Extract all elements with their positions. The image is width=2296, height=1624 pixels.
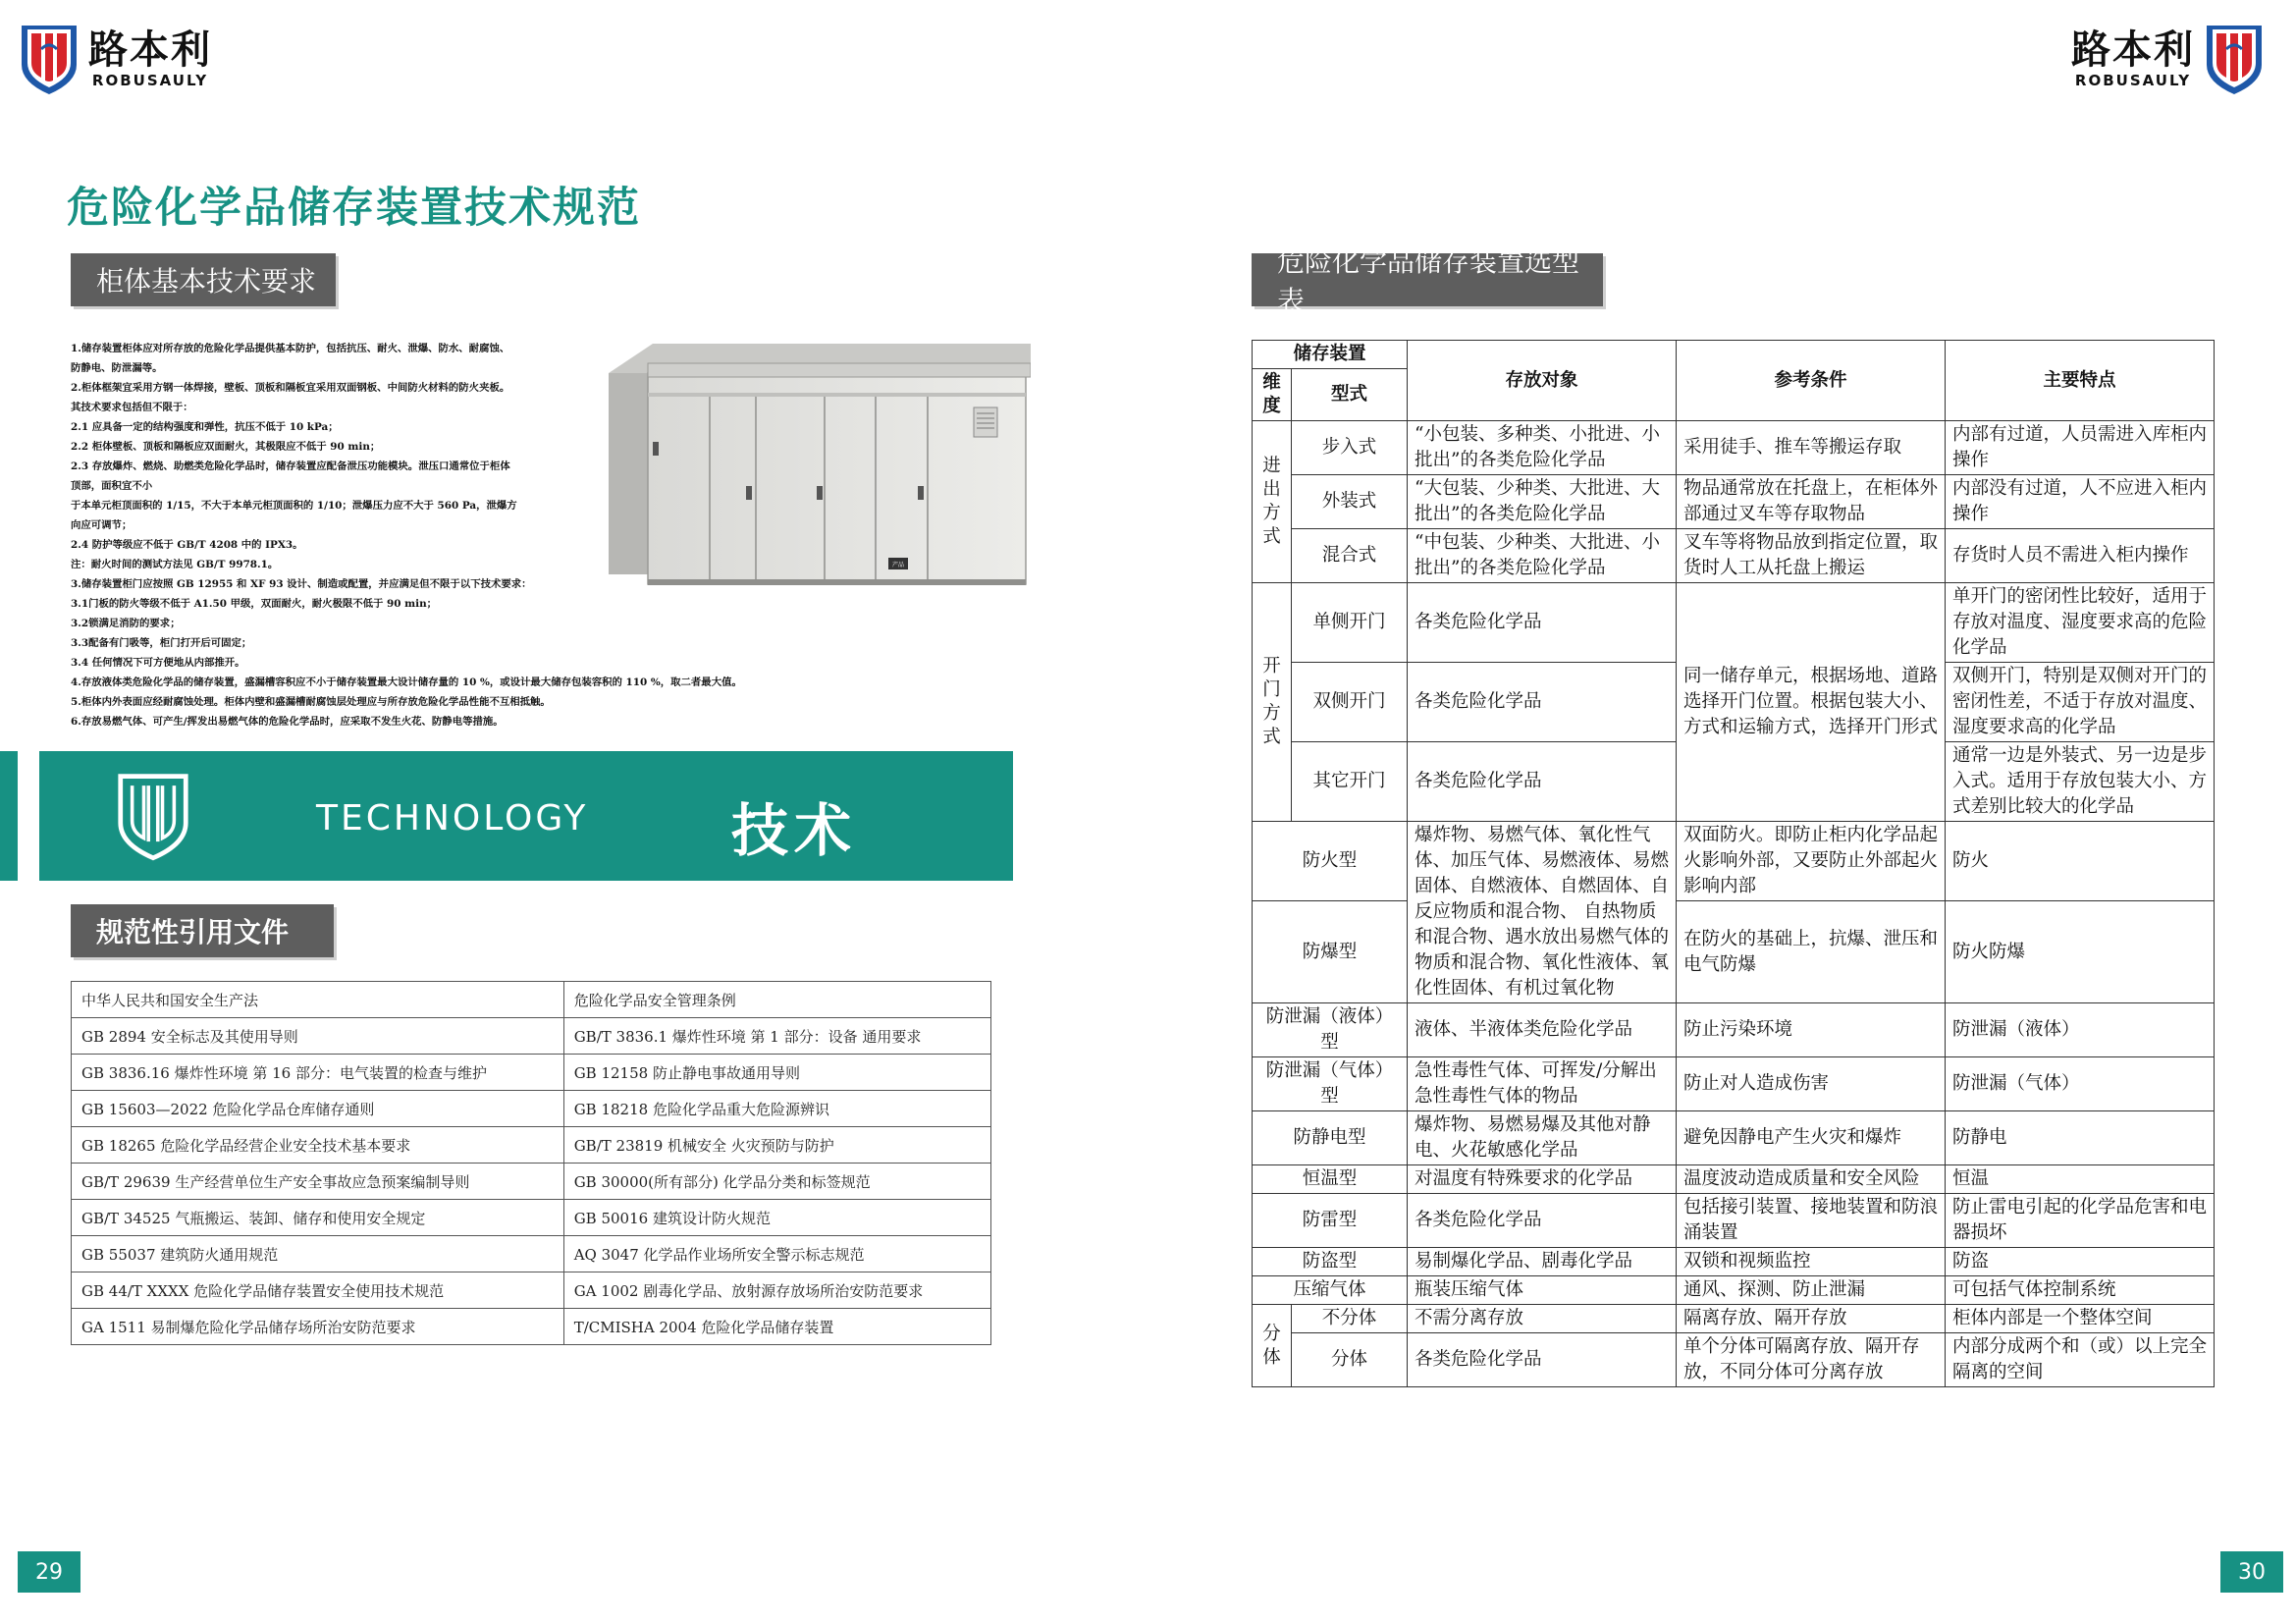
header-dimension: 维度 [1253, 369, 1292, 421]
condition-cell: 避免因静电产生火灾和爆炸 [1677, 1111, 1946, 1165]
spec-line: 3.4 任何情况下可方便地从内部推开。 [71, 657, 245, 669]
table-row [72, 1272, 991, 1309]
table-row [72, 982, 991, 1018]
condition-cell: 物品通常放在托盘上，在柜体外部通过叉车等存取物品 [1677, 475, 1946, 529]
spec-line: 5.柜体内外表面应经耐腐蚀处理。柜体内壁和盛漏槽耐腐蚀层处理应与所存放危险化学品性能不互相抵触。 [71, 696, 551, 708]
feature-cell: 双侧开门，特别是双侧对开门的密闭性差，不适于存放对温度、湿度要求高的化学品 [1946, 663, 2215, 742]
condition-cell: 温度波动造成质量和安全风险 [1677, 1165, 1946, 1194]
object-cell: 各类危险化学品 [1408, 742, 1677, 822]
ref-cell: GB 12158 防止静电事故通用导则 [563, 1055, 990, 1091]
object-cell: “大包装、少种类、大批进、大批出”的各类危险化学品 [1408, 475, 1677, 529]
type-cell: 防雷型 [1253, 1194, 1408, 1248]
spec-line: 3.3配备有门吸等，柜门打开后可固定； [71, 637, 252, 649]
shield-logo-icon [18, 22, 80, 96]
refs-table [71, 981, 991, 1345]
feature-cell: 通常一边是外装式、另一边是步入式。适用于存放包装大小、方式差别比较大的化学品 [1946, 742, 2215, 822]
feature-cell: 内部分成两个和（或）以上完全隔离的空间 [1946, 1333, 2215, 1387]
table-row [1253, 583, 2215, 663]
ref-cell: GA 1511 易制爆危险化学品储存场所治安防范要求 [72, 1309, 564, 1345]
section-title-refs: 规范性引用文件 [71, 904, 334, 957]
ref-cell: GB/T 23819 机械安全 火灾预防与防护 [563, 1127, 990, 1164]
condition-cell: 通风、探测、防止泄漏 [1677, 1276, 1946, 1305]
feature-cell: 防火 [1946, 822, 2215, 901]
table-row [1253, 1305, 2215, 1333]
table-row [72, 1236, 991, 1272]
spec-line: 3.储存装置柜门应按照 GB 12955 和 XF 93 设计、制造或配置，并应满足但不限于以下技术要求： [71, 578, 532, 590]
table-row [1253, 1248, 2215, 1276]
spec-line: 2.1 应具备一定的结构强度和弹性，抗压不低于 10 kPa； [71, 421, 339, 433]
type-cell: 防火型 [1253, 822, 1408, 901]
spec-line: 1.储存装置柜体应对所存放的危险化学品提供基本防护，包括抗压、耐火、泄爆、防水、耐腐蚀、 [71, 343, 510, 354]
ref-cell: GB 15603—2022 危险化学品仓库储存通则 [72, 1091, 564, 1127]
spec-line: 4.存放液体类危险化学品的储存装置，盛漏槽容积应不小于储存装置最大设计储存量的 10 %，或设计最大储存包装容积的 110 %，取二者最大值。 [71, 677, 742, 688]
ref-cell: GB 55037 建筑防火通用规范 [72, 1236, 564, 1272]
condition-cell: 包括接引装置、接地装置和防浪涌装置 [1677, 1194, 1946, 1248]
table-row [1253, 1333, 2215, 1387]
type-cell: 其它开门 [1292, 742, 1408, 822]
banner-en: TECHNOLOGY [316, 798, 589, 839]
ref-cell: GB/T 34525 气瓶搬运、装卸、储存和使用安全规定 [72, 1200, 564, 1236]
ref-cell: GB 18218 危险化学品重大危险源辨识 [563, 1091, 990, 1127]
object-cell: “中包装、少种类、大批进、小批出”的各类危险化学品 [1408, 529, 1677, 583]
table-row [1253, 1003, 2215, 1057]
table-row [1253, 475, 2215, 529]
header-condition: 参考条件 [1677, 341, 1946, 421]
object-cell: 各类危险化学品 [1408, 583, 1677, 663]
table-row [72, 1309, 991, 1345]
technology-banner [0, 751, 1013, 881]
feature-cell: 存货时人员不需进入柜内操作 [1946, 529, 2215, 583]
feature-cell: 单开门的密闭性比较好，适用于存放对温度、湿度要求高的危险化学品 [1946, 583, 2215, 663]
type-cell: 防盗型 [1253, 1248, 1408, 1276]
condition-cell: 防止污染环境 [1677, 1003, 1946, 1057]
type-cell: 防爆型 [1253, 901, 1408, 1003]
condition-cell: 双锁和视频监控 [1677, 1248, 1946, 1276]
spec-line: 其技术要求包括但不限于： [71, 402, 193, 413]
section-title-selection: 危险化学品储存装置选型表 [1252, 253, 1603, 306]
condition-cell: 叉车等将物品放到指定位置，取货时人工从托盘上搬运 [1677, 529, 1946, 583]
object-cell: 爆炸物、易燃易爆及其他对静电、火花敏感化学品 [1408, 1111, 1677, 1165]
table-row [1253, 1194, 2215, 1248]
brand-logo-left [18, 22, 212, 96]
type-cell: 步入式 [1292, 421, 1408, 475]
spec-line: 于本单元柜顶面积的 1/15，不大于本单元柜顶面积的 1/10；泄爆压力应不大于 560 Pa，泄爆方 [71, 500, 517, 512]
table-row [1253, 1276, 2215, 1305]
type-cell: 单侧开门 [1292, 583, 1408, 663]
header-feature: 主要特点 [1946, 341, 2215, 421]
feature-cell: 防泄漏（液体） [1946, 1003, 2215, 1057]
condition-cell: 采用徒手、推车等搬运存取 [1677, 421, 1946, 475]
banner-stripe [0, 751, 18, 881]
condition-cell: 防止对人造成伤害 [1677, 1057, 1946, 1111]
spec-line: 2.3 存放爆炸、燃烧、助燃类危险化学品时，储存装置应配备泄压功能模块。泄压口通常位于柜体 [71, 460, 510, 472]
type-cell: 压缩气体 [1253, 1276, 1408, 1305]
object-cell: 易制爆化学品、剧毒化学品 [1408, 1248, 1677, 1276]
ref-cell: GB 44/T XXXX 危险化学品储存装置安全使用技术规范 [72, 1272, 564, 1309]
ref-cell: T/CMISHA 2004 危险化学品储存装置 [563, 1309, 990, 1345]
banner-cn: 技术 [731, 797, 858, 864]
table-row [72, 1164, 991, 1200]
cabinet-label: 产品 [891, 562, 905, 568]
object-cell: 各类危险化学品 [1408, 1333, 1677, 1387]
type-cell: 分体 [1292, 1333, 1408, 1387]
object-cell: “小包装、多种类、小批进、小批出”的各类危险化学品 [1408, 421, 1677, 475]
table-row [72, 1200, 991, 1236]
spec-line: 顶部，面积宜不小 [71, 480, 153, 492]
group-access: 进出方式 [1253, 421, 1292, 583]
spec-line: 2.柜体框架宜采用方钢一体焊接，壁板、顶板和隔板宜采用双面钢板、中间防火材料的防火夹板。 [71, 382, 510, 394]
object-cell: 对温度有特殊要求的化学品 [1408, 1165, 1677, 1194]
spec-line: 3.2锁满足消防的要求； [71, 618, 181, 629]
spec-line: 防静电、防泄漏等。 [71, 362, 163, 374]
group-door: 开门方式 [1253, 583, 1292, 822]
brand-name-en: ROBUSAULY [91, 71, 209, 89]
feature-cell: 防泄漏（气体） [1946, 1057, 2215, 1111]
condition-cell: 同一储存单元，根据场地、道路选择开门位置。根据包装大小、方式和运输方式，选择开门形式 [1677, 583, 1946, 822]
selection-table [1252, 340, 2215, 1387]
spec-line: 3.1门板的防火等级不低于 A1.50 甲级，双面耐火，耐火极限不低于 90 min； [71, 598, 438, 610]
table-row [72, 1055, 991, 1091]
table-row [1253, 901, 2215, 1003]
ref-cell: GB 18265 危险化学品经营企业安全技术基本要求 [72, 1127, 564, 1164]
object-cell: 急性毒性气体、可挥发/分解出急性毒性气体的物品 [1408, 1057, 1677, 1111]
page-number-left: 29 [18, 1551, 80, 1593]
type-cell: 防泄漏（液体）型 [1253, 1003, 1408, 1057]
brand-name-cn: 路本利 [88, 27, 212, 73]
object-cell: 不需分离存放 [1408, 1305, 1677, 1333]
ref-cell: GB 3836.16 爆炸性环境 第 16 部分：电气装置的检查与维护 [72, 1055, 564, 1091]
spec-line: 注：耐火时间的测试方法见 GB/T 9978.1。 [71, 559, 279, 570]
ref-cell: GB 30000(所有部分) 化学品分类和标签规范 [563, 1164, 990, 1200]
condition-cell: 单个分体可隔离存放、隔开存放，不同分体可分离存放 [1677, 1333, 1946, 1387]
spec-text [71, 339, 742, 731]
object-cell: 各类危险化学品 [1408, 663, 1677, 742]
page-number-right: 30 [2220, 1551, 2283, 1593]
table-row [72, 1127, 991, 1164]
ref-cell: GB/T 29639 生产经营单位生产安全事故应急预案编制导则 [72, 1164, 564, 1200]
type-cell: 外装式 [1292, 475, 1408, 529]
header-type: 型式 [1292, 369, 1408, 421]
table-row [1253, 529, 2215, 583]
spec-line: 2.2 柜体壁板、顶板和隔板应双面耐火，其极限应不低于 90 min； [71, 441, 381, 453]
feature-cell: 防止雷电引起的化学品危害和电器损坏 [1946, 1194, 2215, 1248]
object-cell: 爆炸物、易燃气体、氧化性气体、加压气体、易燃液体、易燃固体、自燃液体、自燃固体、自反应物质和混合物、 自热物质和混合物、遇水放出易燃气体的物质和混合物、氧化性液体、氧化性固体、有机过氧化物 [1408, 822, 1677, 1003]
brand-name-en: ROBUSAULY [2074, 71, 2192, 89]
shield-logo-icon [2203, 22, 2266, 96]
page-title: 危险化学品储存装置技术规范 [67, 184, 641, 233]
feature-cell: 防火防爆 [1946, 901, 2215, 1003]
spec-line: 向应可调节； [71, 519, 133, 531]
table-row [1253, 822, 2215, 901]
condition-cell: 在防火的基础上，抗爆、泄压和电气防爆 [1677, 901, 1946, 1003]
brand-name-cn: 路本利 [2071, 27, 2195, 73]
feature-cell: 防静电 [1946, 1111, 2215, 1165]
table-row [1253, 421, 2215, 475]
type-cell: 不分体 [1292, 1305, 1408, 1333]
ref-cell: GB 50016 建筑设计防火规范 [563, 1200, 990, 1236]
feature-cell: 内部有过道，人员需进入库柜内操作 [1946, 421, 2215, 475]
condition-cell: 隔离存放、隔开存放 [1677, 1305, 1946, 1333]
spec-line: 6.存放易燃气体、可产生/挥发出易燃气体的危险化学品时，应采取不发生火花、防静电等措施。 [71, 716, 504, 728]
header-device: 储存装置 [1253, 341, 1408, 369]
type-cell: 双侧开门 [1292, 663, 1408, 742]
feature-cell: 恒温 [1946, 1165, 2215, 1194]
object-cell: 液体、半液体类危险化学品 [1408, 1003, 1677, 1057]
condition-cell: 双面防火。即防止柜内化学品起火影响外部，又要防止外部起火影响内部 [1677, 822, 1946, 901]
type-cell: 防泄漏（气体）型 [1253, 1057, 1408, 1111]
feature-cell: 防盗 [1946, 1248, 2215, 1276]
feature-cell: 可包括气体控制系统 [1946, 1276, 2215, 1305]
ref-cell: 中华人民共和国安全生产法 [72, 982, 564, 1018]
table-row [72, 1091, 991, 1127]
table-row [1253, 1165, 2215, 1194]
shield-emblem-icon [116, 771, 190, 861]
table-row [1253, 1111, 2215, 1165]
feature-cell: 柜体内部是一个整体空间 [1946, 1305, 2215, 1333]
ref-cell: GA 1002 剧毒化学品、放射源存放场所治安防范要求 [563, 1272, 990, 1309]
object-cell: 各类危险化学品 [1408, 1194, 1677, 1248]
table-row [1253, 1057, 2215, 1111]
ref-cell: 危险化学品安全管理条例 [563, 982, 990, 1018]
group-split: 分体 [1253, 1305, 1292, 1387]
table-header-row [1253, 341, 2215, 369]
ref-cell: GB/T 3836.1 爆炸性环境 第 1 部分：设备 通用要求 [563, 1018, 990, 1055]
feature-cell: 内部没有过道，人不应进入柜内操作 [1946, 475, 2215, 529]
type-cell: 混合式 [1292, 529, 1408, 583]
object-cell: 瓶装压缩气体 [1408, 1276, 1677, 1305]
table-row [72, 1018, 991, 1055]
section-title-cabinet: 柜体基本技术要求 [71, 253, 336, 306]
ref-cell: GB 2894 安全标志及其使用导则 [72, 1018, 564, 1055]
header-object: 存放对象 [1408, 341, 1677, 421]
brand-logo-right [2071, 22, 2266, 96]
spec-line: 2.4 防护等级应不低于 GB/T 4208 中的 IPX3。 [71, 539, 303, 551]
type-cell: 防静电型 [1253, 1111, 1408, 1165]
storage-cabinet-image [589, 334, 1031, 599]
type-cell: 恒温型 [1253, 1165, 1408, 1194]
ref-cell: AQ 3047 化学品作业场所安全警示标志规范 [563, 1236, 990, 1272]
